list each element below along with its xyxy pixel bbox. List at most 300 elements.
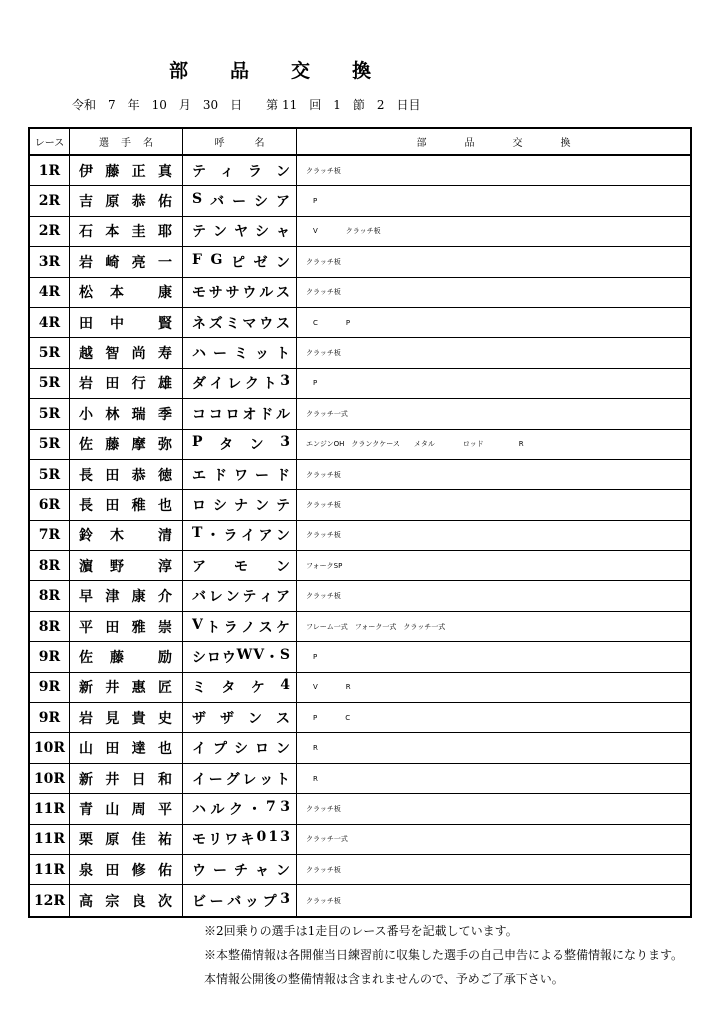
call-char: ピ: [230, 254, 245, 271]
table-row: [30, 247, 690, 277]
name-char: 長: [79, 497, 93, 514]
name-char: 康: [131, 589, 146, 606]
race-cell: 6R: [30, 490, 70, 519]
call-name-cell: [183, 278, 297, 307]
call-char: ワ: [234, 467, 248, 484]
name-char: 原: [105, 194, 120, 211]
parts-cell: R: [306, 774, 318, 783]
name-char: 佑: [157, 194, 172, 211]
call-char: ー: [208, 771, 223, 788]
call-char: ザ: [192, 710, 206, 727]
call-char: グ: [225, 771, 240, 788]
call-char: ラ: [223, 619, 238, 636]
table-row: [30, 885, 690, 915]
call-char: S: [279, 646, 290, 663]
call-char: ー: [213, 346, 227, 363]
call-char: ナ: [234, 497, 248, 514]
call-char: T: [192, 525, 203, 542]
call-char: ィ: [259, 589, 274, 606]
call-char: イ: [240, 528, 255, 545]
name-char: 介: [157, 589, 172, 606]
call-char: ル: [210, 801, 225, 818]
player-name-cell: [70, 217, 183, 246]
call-char: ャ: [255, 862, 269, 879]
call-char: 7: [266, 798, 276, 815]
title-char: 交: [291, 60, 311, 82]
table-row: [30, 521, 690, 551]
name-char: 原: [105, 832, 120, 849]
player-name-cell: [70, 278, 183, 307]
name-char: 恭: [131, 194, 146, 211]
name-char: 佑: [157, 862, 172, 879]
player-name-cell: [70, 369, 183, 398]
call-char: ン: [276, 528, 290, 545]
player-name-cell: [70, 794, 183, 823]
call-char: マ: [242, 315, 257, 332]
call-name-cell: [183, 825, 297, 854]
call-char: 3: [280, 798, 290, 815]
player-name-cell: [70, 642, 183, 671]
name-char: 岩: [79, 254, 93, 271]
call-char: ン: [213, 224, 227, 241]
call-char: ロ: [225, 406, 240, 423]
name-char: 也: [157, 741, 172, 758]
call-char: シ: [254, 194, 269, 211]
header-player: [70, 129, 183, 154]
table-row: [30, 733, 690, 763]
table-row: [30, 551, 690, 581]
table-row: [30, 399, 690, 429]
call-name-cell: [183, 855, 297, 884]
race-cell: 12R: [30, 885, 70, 915]
call-char: バ: [192, 589, 206, 606]
call-char: ウ: [221, 649, 236, 666]
call-char: V: [253, 646, 265, 663]
call-char: ン: [276, 862, 290, 879]
player-name-cell: [70, 338, 183, 367]
name-char: 恭: [131, 467, 146, 484]
player-name-cell: [70, 885, 183, 915]
call-char: ゼ: [253, 254, 268, 271]
table-row: [30, 186, 690, 216]
player-name-cell: [70, 733, 183, 762]
call-char: ャ: [276, 224, 290, 241]
player-name-cell: [70, 156, 183, 185]
call-name-cell: [183, 156, 297, 185]
call-char: テ: [192, 163, 206, 180]
player-name-cell: [70, 825, 183, 854]
call-char: V: [192, 616, 203, 633]
name-char: 田: [105, 376, 120, 393]
call-char: ケ: [250, 680, 265, 697]
call-char: ノ: [241, 619, 256, 636]
call-char: シ: [255, 224, 269, 241]
player-name-cell: [70, 551, 183, 580]
call-char: ・: [205, 528, 220, 545]
call-char: ヤ: [234, 224, 248, 241]
name-char: 津: [105, 589, 120, 606]
call-char: ト: [262, 376, 277, 393]
parts-cell: クラッチ板: [306, 500, 341, 509]
call-char: ワ: [224, 832, 239, 849]
player-name-cell: [70, 855, 183, 884]
call-char: テ: [242, 589, 257, 606]
race-cell: 8R: [30, 581, 70, 610]
call-name-cell: [183, 308, 297, 337]
name-char: 田: [105, 741, 120, 758]
call-char: ズ: [208, 315, 223, 332]
call-char: タ: [219, 437, 234, 454]
call-char: ク: [244, 376, 259, 393]
name-char: 藤: [105, 163, 120, 180]
name-char: 耶: [157, 224, 172, 241]
name-char: 一: [157, 254, 172, 271]
name-char: 吉: [79, 194, 93, 211]
player-name-cell: [70, 399, 183, 428]
table-row: [30, 703, 690, 733]
header-char: 換: [560, 138, 571, 149]
call-char: ー: [255, 467, 269, 484]
table-row: [30, 308, 690, 338]
call-char: ト: [206, 619, 221, 636]
name-char: 早: [79, 589, 93, 606]
name-char: 達: [131, 741, 146, 758]
race-cell: 8R: [30, 612, 70, 641]
race-cell: 2R: [30, 186, 70, 215]
header-char: 呼: [214, 138, 225, 149]
call-char: ロ: [206, 649, 221, 666]
name-char: 惠: [131, 680, 146, 697]
race-cell: 1R: [30, 156, 70, 185]
name-char: 宗: [105, 893, 120, 910]
player-name-cell: [70, 490, 183, 519]
name-char: 伊: [79, 163, 93, 180]
name-char: 田: [105, 467, 120, 484]
header-char: 選: [99, 138, 109, 149]
name-char: 高: [79, 893, 93, 910]
call-char: ラ: [248, 163, 262, 180]
name-char: 井: [105, 680, 120, 697]
table-row: [30, 673, 690, 703]
table-body: [30, 156, 690, 916]
call-char: ド: [276, 467, 290, 484]
call-char: レ: [208, 589, 223, 606]
parts-cell: クラッチ板: [306, 531, 341, 540]
call-char: ア: [192, 558, 206, 575]
call-char: ン: [276, 163, 290, 180]
call-char: レ: [242, 771, 257, 788]
name-char: 良: [131, 893, 146, 910]
name-char: 井: [105, 771, 120, 788]
call-char: ル: [275, 406, 290, 423]
header-char: 手: [121, 138, 131, 149]
call-char: 3: [280, 829, 290, 846]
call-char: サ: [208, 285, 223, 302]
header-call: [183, 129, 297, 154]
race-cell: 10R: [30, 733, 70, 762]
call-char: ッ: [259, 771, 274, 788]
name-char: 寿: [157, 346, 172, 363]
name-char: 弥: [157, 437, 172, 454]
call-char: オ: [242, 406, 257, 423]
table-row: [30, 156, 690, 186]
call-char: ド: [213, 467, 227, 484]
call-char: ト: [276, 346, 290, 363]
name-char: 佳: [131, 832, 146, 849]
call-char: ダ: [192, 376, 206, 393]
name-char: 栗: [79, 832, 93, 849]
player-name-cell: [70, 673, 183, 702]
call-name-cell: [183, 399, 297, 428]
call-char: イ: [209, 376, 224, 393]
call-char: ウ: [242, 285, 257, 302]
parts-cell: クラッチ板: [306, 592, 341, 601]
name-char: 智: [105, 346, 120, 363]
call-char: バ: [227, 893, 242, 910]
call-char: ザ: [220, 710, 234, 727]
name-char: 尚: [131, 346, 146, 363]
race-cell: 11R: [30, 825, 70, 854]
name-char: 康: [158, 285, 172, 302]
player-name-cell: [70, 460, 183, 489]
table-row: [30, 825, 690, 855]
call-char: W: [236, 646, 253, 663]
call-char: S: [192, 191, 203, 208]
name-char: 藤: [105, 437, 120, 454]
table-row: [30, 369, 690, 399]
call-char: ド: [259, 406, 274, 423]
name-char: 田: [105, 862, 120, 879]
name-char: 平: [157, 801, 172, 818]
call-name-cell: [183, 217, 297, 246]
name-char: 本: [105, 224, 120, 241]
title-char: 品: [229, 60, 249, 82]
race-cell: 9R: [30, 703, 70, 732]
call-char: ン: [248, 710, 262, 727]
call-char: ン: [276, 558, 290, 575]
call-char: モ: [192, 832, 206, 849]
call-char: ハ: [192, 801, 206, 818]
call-char: シ: [192, 649, 206, 666]
name-char: 見: [105, 710, 120, 727]
call-char: ィ: [220, 163, 234, 180]
call-char: ラ: [223, 528, 238, 545]
parts-cell: P C: [306, 713, 351, 722]
call-name-cell: [183, 551, 297, 580]
name-char: 修: [131, 862, 146, 879]
call-char: キ: [240, 832, 255, 849]
call-char: タ: [221, 680, 236, 697]
call-char: シ: [213, 497, 227, 514]
parts-cell: クラッチ板: [306, 349, 341, 358]
name-char: 木: [110, 528, 124, 545]
call-char: リ: [208, 832, 223, 849]
player-name-cell: [70, 612, 183, 641]
parts-cell: C P: [306, 318, 351, 327]
call-char: イ: [192, 741, 206, 758]
call-char: ン: [275, 254, 290, 271]
name-char: 山: [105, 801, 120, 818]
call-char: 0: [256, 829, 267, 846]
race-cell: 5R: [30, 399, 70, 428]
call-char: 3: [280, 434, 290, 451]
call-name-cell: [183, 612, 297, 641]
call-name-cell: [183, 460, 297, 489]
call-char: プ: [262, 893, 277, 910]
table-row: [30, 278, 690, 308]
call-char: モ: [192, 285, 206, 302]
name-char: 本: [110, 285, 124, 302]
parts-table: [28, 127, 692, 918]
name-char: 摩: [131, 437, 146, 454]
call-char: ミ: [225, 315, 240, 332]
player-name-cell: [70, 703, 183, 732]
name-char: 史: [157, 710, 172, 727]
call-char: テ: [192, 224, 206, 241]
call-char: ア: [276, 194, 290, 211]
call-char: ロ: [192, 497, 206, 514]
page-title: [0, 56, 540, 83]
call-char: ン: [225, 589, 240, 606]
name-char: 山: [79, 741, 93, 758]
call-char: モ: [234, 558, 248, 575]
call-name-cell: [183, 490, 297, 519]
player-name-cell: [70, 308, 183, 337]
name-char: 田: [105, 619, 120, 636]
call-name-cell: [183, 703, 297, 732]
race-cell: 4R: [30, 308, 70, 337]
name-char: 藤: [110, 649, 124, 666]
header-char: 交: [512, 138, 523, 149]
name-char: 鈴: [79, 528, 93, 545]
table-row: [30, 794, 690, 824]
table-row: [30, 460, 690, 490]
player-name-cell: [70, 521, 183, 550]
call-char: プ: [213, 741, 227, 758]
race-cell: 9R: [30, 673, 70, 702]
parts-cell: フォークSP: [306, 561, 343, 570]
call-char: ー: [209, 893, 224, 910]
name-char: 行: [131, 376, 146, 393]
parts-cell: クラッチ一式: [306, 835, 348, 844]
footnote: 本情報公開後の整備情報は含まれませんので、予めご了承下さい。: [204, 972, 564, 986]
call-name-cell: [183, 673, 297, 702]
race-cell: 2R: [30, 217, 70, 246]
player-name-cell: [70, 186, 183, 215]
name-char: 和: [157, 771, 172, 788]
name-char: 林: [105, 406, 120, 423]
name-char: 亮: [131, 254, 146, 271]
call-char: ル: [259, 285, 274, 302]
name-char: 中: [110, 315, 124, 332]
call-name-cell: [183, 521, 297, 550]
call-name-cell: [183, 733, 297, 762]
footnotes: [204, 919, 683, 991]
name-char: 稚: [131, 497, 146, 514]
call-char: 3: [280, 373, 290, 390]
call-name-cell: [183, 369, 297, 398]
header-parts: [297, 129, 690, 154]
call-char: G: [210, 251, 223, 268]
call-char: エ: [192, 467, 206, 484]
parts-cell: クラッチ一式: [306, 409, 348, 418]
name-char: 瑞: [131, 406, 146, 423]
call-char: ケ: [275, 619, 290, 636]
race-cell: 11R: [30, 794, 70, 823]
table-row: [30, 764, 690, 794]
name-char: 佐: [79, 649, 93, 666]
call-name-cell: [183, 764, 297, 793]
table-row: [30, 430, 690, 460]
parts-cell: P: [306, 197, 318, 206]
call-char: レ: [227, 376, 242, 393]
name-char: 淳: [158, 558, 172, 575]
name-char: 泉: [79, 862, 93, 879]
call-char: 3: [280, 890, 290, 907]
table-header: [30, 129, 690, 156]
player-name-cell: [70, 247, 183, 276]
call-char: ス: [275, 285, 290, 302]
player-name-cell: [70, 764, 183, 793]
header-char: 品: [464, 138, 475, 149]
race-cell: 9R: [30, 642, 70, 671]
call-name-cell: [183, 186, 297, 215]
name-char: 貴: [131, 710, 146, 727]
name-char: 新: [79, 771, 93, 788]
name-char: 小: [79, 406, 93, 423]
call-char: ・: [264, 649, 279, 666]
name-char: 長: [79, 467, 93, 484]
name-char: 青: [79, 801, 93, 818]
name-char: 励: [158, 649, 172, 666]
parts-cell: クラッチ板: [306, 470, 341, 479]
call-char: ネ: [192, 315, 206, 332]
race-cell: 4R: [30, 278, 70, 307]
call-char: ア: [258, 528, 273, 545]
race-cell: 5R: [30, 460, 70, 489]
name-char: 賢: [158, 315, 172, 332]
call-name-cell: [183, 794, 297, 823]
parts-cell: クラッチ板: [306, 804, 341, 813]
call-char: ミ: [234, 346, 248, 363]
parts-cell: P: [306, 379, 318, 388]
name-char: 田: [105, 497, 120, 514]
race-cell: 5R: [30, 369, 70, 398]
parts-cell: クラッチ板: [306, 865, 341, 874]
name-char: 崎: [105, 254, 120, 271]
call-name-cell: [183, 581, 297, 610]
parts-cell: クラッチ板: [306, 896, 341, 905]
parts-cell: クラッチ板: [306, 257, 341, 266]
name-char: 石: [79, 224, 93, 241]
parts-cell: クラッチ板: [306, 166, 341, 175]
date-line: 令和 7 年 10 月 30 日 第 11 回 1 節 2 日目: [72, 98, 421, 112]
name-char: 岩: [79, 376, 93, 393]
name-char: 野: [110, 558, 124, 575]
call-char: ン: [276, 741, 290, 758]
call-char: P: [192, 434, 203, 451]
title-char: 換: [352, 60, 372, 82]
race-cell: 7R: [30, 521, 70, 550]
name-char: 越: [79, 346, 93, 363]
call-name-cell: [183, 247, 297, 276]
call-name-cell: [183, 642, 297, 671]
parts-cell: クラッチ板: [306, 288, 341, 297]
call-char: ロ: [255, 741, 269, 758]
header-race: レース: [30, 129, 70, 154]
parts-cell: R: [306, 744, 318, 753]
name-char: 圭: [131, 224, 146, 241]
